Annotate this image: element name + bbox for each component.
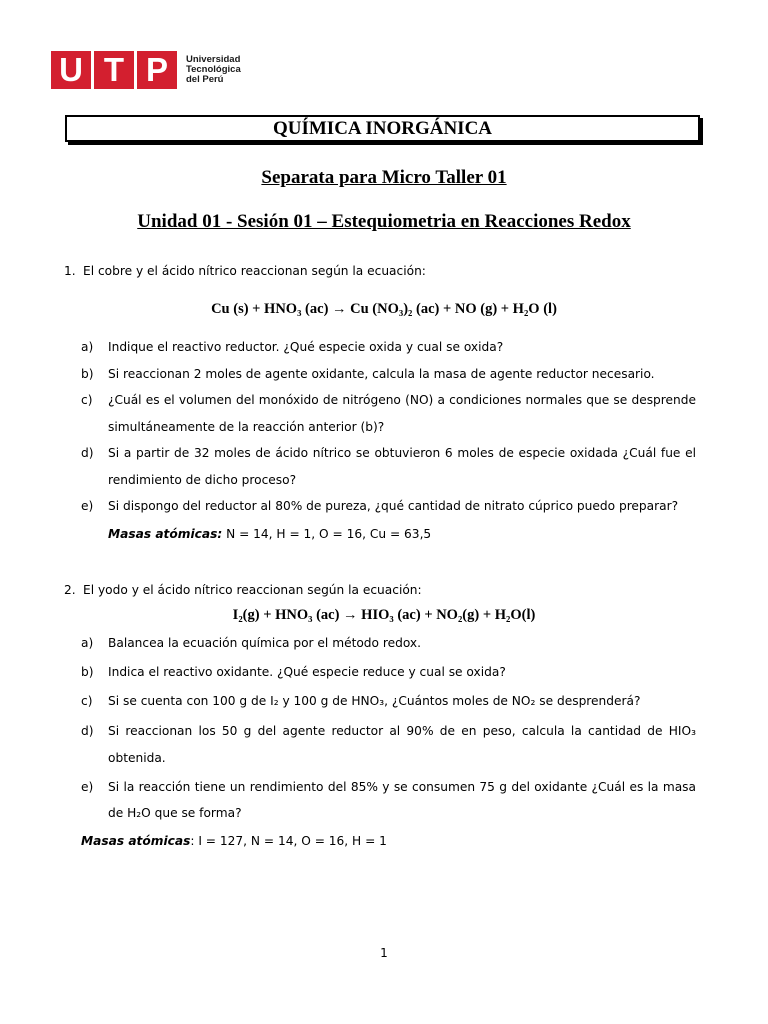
subtitle: Separata para Micro Taller 01 xyxy=(261,167,507,188)
q1-item-d-line2: rendimiento de dicho proceso? xyxy=(108,473,297,487)
q2-item-e-line2: de H₂O que se forma? xyxy=(108,806,242,820)
q1-item-b-label: b) xyxy=(81,367,94,381)
logo-text xyxy=(186,55,241,85)
page-number: 1 xyxy=(380,946,388,960)
q2-item-e-label: e) xyxy=(81,780,94,794)
q1-item-a-label: a) xyxy=(81,340,94,354)
q1-item-e-text: Si dispongo del reductor al 80% de pureza, ¿qué cantidad de nitrato cúprico puedo preparar? xyxy=(108,499,679,513)
q2-item-d-line1: Si reaccionan los 50 g del agente reductor al 90% de en peso, calcula la cantidad de HIO₃ xyxy=(108,724,696,738)
q2-atomic-masses xyxy=(81,834,387,849)
q1-equation: Cu (s) + HNO₃ (ac) → Cu (NO₃)₂ (ac) + NO (g) + H₂O (l) xyxy=(211,301,557,317)
q1-atomic-masses xyxy=(108,527,431,542)
page-title: QUÍMICA INORGÁNICA xyxy=(272,117,493,139)
title-box xyxy=(65,115,700,142)
q2-intro: El yodo y el ácido nítrico reaccionan según la ecuación: xyxy=(83,583,422,597)
q2-equation: I₂(g) + HNO₃ (ac) → HIO₃ (ac) + NO₂(g) + H₂O(l) xyxy=(232,607,536,623)
q1-item-e-label: e) xyxy=(81,499,94,513)
logo-line-1: Universidad xyxy=(186,54,241,65)
q1-item-b-text: Si reaccionan 2 moles de agente oxidante, calcula la masa de agente reductor necesario. xyxy=(108,367,655,381)
q2-item-c-text: Si se cuenta con 100 g de I₂ y 100 g de HNO₃, ¿Cuántos moles de NO₂ se desprenderá? xyxy=(108,694,641,708)
q2-item-b-text: Indica el reactivo oxidante. ¿Qué especie reduce y cual se oxida? xyxy=(108,665,506,679)
logo-line-2: Tecnológica xyxy=(186,64,241,75)
logo-line-3: del Perú xyxy=(186,74,224,85)
q1-item-d-line1: Si a partir de 32 moles de ácido nítrico se obtuvieron 6 moles de especie oxidada ¿Cuál fue el xyxy=(108,446,696,460)
q2-item-b-label: b) xyxy=(81,665,94,679)
q1-item-d-label: d) xyxy=(81,446,94,460)
q1-item-a-text: Indique el reactivo reductor. ¿Qué especie oxida y cual se oxida? xyxy=(108,340,504,354)
q2-item-a-text: Balancea la ecuación química por el método redox. xyxy=(108,636,422,650)
logo-letter-u: U xyxy=(51,51,91,89)
logo-letter-t: T xyxy=(94,51,134,89)
unit-title: Unidad 01 - Sesión 01 – Estequiometria en Reacciones Redox xyxy=(137,211,631,232)
q1-item-c-label: c) xyxy=(81,393,93,407)
q2-item-a-label: a) xyxy=(81,636,94,650)
q2-number: 2. xyxy=(64,583,76,597)
q1-masses-values: N = 14, H = 1, O = 16, Cu = 63,5 xyxy=(222,527,432,541)
q2-item-d-label: d) xyxy=(81,724,94,738)
q2-item-e-line1: Si la reacción tiene un rendimiento del 85% y se consumen 75 g del oxidante ¿Cuál es la masa xyxy=(108,780,696,794)
utp-logo xyxy=(51,51,241,89)
q1-intro: El cobre y el ácido nítrico reaccionan según la ecuación: xyxy=(83,264,426,278)
q2-item-d-line2: obtenida. xyxy=(108,751,166,765)
logo-letter-p: P xyxy=(137,51,177,89)
q2-masses-label: Masas atómicas xyxy=(81,834,191,848)
q1-item-c-line2: simultáneamente de la reacción anterior (b)? xyxy=(108,420,385,434)
q2-masses-values: : I = 127, N = 14, O = 16, H = 1 xyxy=(190,834,387,848)
q1-number: 1. xyxy=(64,264,76,278)
q2-item-c-label: c) xyxy=(81,694,93,708)
q1-masses-label: Masas atómicas: xyxy=(108,527,223,541)
q1-item-c-line1: ¿Cuál es el volumen del monóxido de nitrógeno (NO) a condiciones normales que se desprende xyxy=(108,393,696,407)
